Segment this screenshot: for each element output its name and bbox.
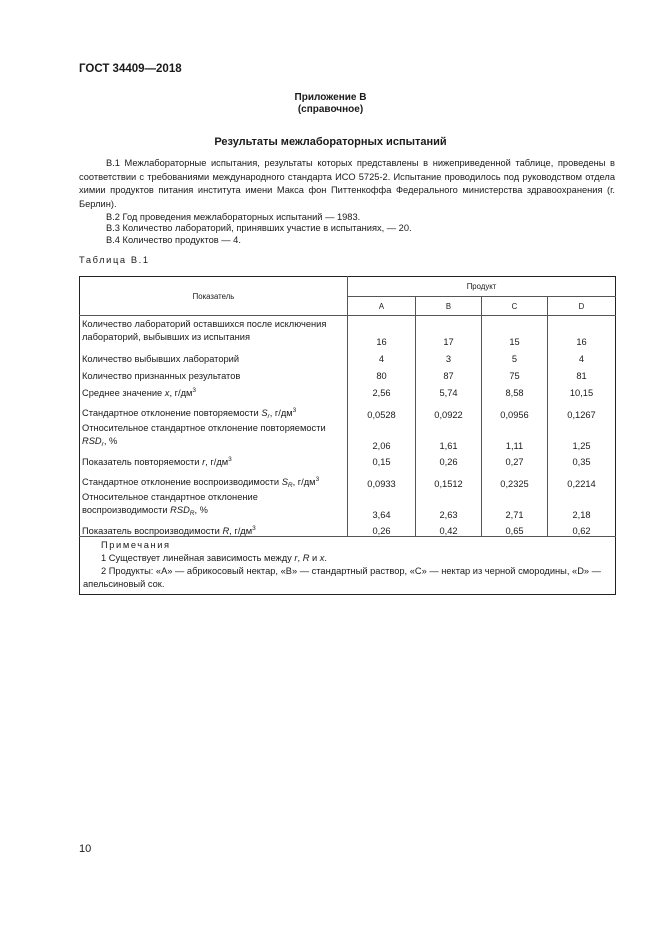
header-product-d: D <box>548 297 616 316</box>
row-label-var: r <box>202 456 206 467</box>
table-row <box>80 520 616 537</box>
cell: 1,11 <box>482 420 548 451</box>
standard-designation: ГОСТ 34409—2018 <box>79 63 182 75</box>
cell: 1,25 <box>548 420 616 451</box>
header-product-a: A <box>348 297 416 316</box>
row-label: Количество выбывших лабораторий <box>82 353 240 364</box>
cell: 87 <box>416 364 482 381</box>
row-label: Количество лабораторий оставшихся после исключения лабораторий, выбывших из испытания <box>82 319 327 342</box>
row-label-unit: , % <box>194 504 208 515</box>
row-label-text: Относительное стандартное отклонение повторяемости <box>82 422 326 433</box>
cell: 0,0956 <box>482 398 548 420</box>
paragraph-b1 <box>79 157 615 211</box>
cell: 4 <box>348 347 416 364</box>
paragraph-b4-text: В.4 Количество продуктов — 4. <box>106 235 241 245</box>
row-label-var: S <box>261 407 268 418</box>
header-product-b: B <box>416 297 482 316</box>
cell: 0,42 <box>416 520 482 537</box>
table-row <box>80 420 616 451</box>
note-2: 2 Продукты: «А» — абрикосовый нектар, «В» — стандартный раствор, «С» — нектар из черной смородины, «D» — апельсиновый сок. <box>83 566 601 589</box>
cell: 0,27 <box>482 451 548 467</box>
cell: 0,62 <box>548 520 616 537</box>
row-label-sup: 3 <box>292 406 297 414</box>
row-label-text: Показатель повторяемости <box>82 456 203 467</box>
note-1-sep: , <box>297 553 303 563</box>
cell: 5 <box>482 347 548 364</box>
appendix-title: Приложение В <box>294 92 367 103</box>
row-label <box>80 398 348 420</box>
row-label <box>80 489 348 520</box>
row-label-sub: R <box>189 509 195 517</box>
results-table <box>79 276 616 595</box>
appendix-subtitle: (справочное) <box>297 104 364 115</box>
table-caption: Таблица В.1 <box>79 255 150 265</box>
row-label-text: Среднее значение <box>82 387 165 398</box>
cell: 2,56 <box>348 381 416 398</box>
row-label-text: Стандартное отклонение повторяемости <box>82 407 262 418</box>
cell: 0,1267 <box>548 398 616 420</box>
row-label-var: RSD <box>170 504 190 515</box>
note-1-R: R <box>302 553 310 563</box>
cell: 0,26 <box>416 451 482 467</box>
header-product-c: C <box>482 297 548 316</box>
row-label-unit: , г/дм <box>205 456 229 467</box>
row-label-sub: r <box>267 412 270 420</box>
cell: 0,35 <box>548 451 616 467</box>
note-1-end: . <box>324 553 328 563</box>
row-label-unit: , г/дм <box>269 407 293 418</box>
paragraph-b2-text: В.2 Год проведения межлабораторных испытаний — 1983. <box>106 212 361 222</box>
cell: 2,71 <box>482 489 548 520</box>
cell: 0,0922 <box>416 398 482 420</box>
row-label-text: Показатель воспроизводимости <box>82 526 223 536</box>
table-row <box>80 451 616 467</box>
row-label-unit: , г/дм <box>229 526 253 536</box>
header-indicator: Показатель <box>80 277 348 316</box>
table-row <box>80 398 616 420</box>
page-number: 10 <box>79 843 92 855</box>
row-label-unit: , г/дм <box>169 387 193 398</box>
row-label: Количество признанных результатов <box>82 370 241 381</box>
row-label-sup: 3 <box>252 525 256 532</box>
row-label-sub: r <box>101 440 104 448</box>
section-title: Результаты межлабораторных испытаний <box>214 136 447 148</box>
cell: 75 <box>482 364 548 381</box>
row-label-var: S <box>281 476 288 487</box>
cell: 1,61 <box>416 420 482 451</box>
cell: 8,58 <box>482 381 548 398</box>
row-label-var: RSD <box>82 435 102 446</box>
row-label-unit: , г/дм <box>292 476 316 487</box>
cell: 0,65 <box>482 520 548 537</box>
cell: 2,63 <box>416 489 482 520</box>
row-label-sup: 3 <box>192 386 197 394</box>
table-row <box>80 364 616 381</box>
header-product: Продукт <box>348 277 616 297</box>
row-label <box>80 420 348 451</box>
cell: 80 <box>348 364 416 381</box>
row-label-sub: R <box>287 481 293 489</box>
table-notes <box>80 537 616 595</box>
table-row <box>80 347 616 364</box>
row-label-var: R <box>222 526 230 536</box>
cell: 4 <box>548 347 616 364</box>
cell: 10,15 <box>548 381 616 398</box>
cell: 17 <box>416 316 482 347</box>
cell: 2,18 <box>548 489 616 520</box>
note-1-x: x <box>319 553 325 563</box>
table-row <box>80 489 616 520</box>
row-label-unit: , % <box>103 435 118 446</box>
paragraph-b4 <box>79 234 615 248</box>
cell: 0,1512 <box>416 467 482 489</box>
cell: 2,06 <box>348 420 416 451</box>
row-label-sup: 3 <box>228 455 232 463</box>
cell: 0,26 <box>348 520 416 537</box>
row-label <box>80 520 348 537</box>
cell: 0,15 <box>348 451 416 467</box>
cell: 0,0933 <box>348 467 416 489</box>
cell: 0,0528 <box>348 398 416 420</box>
cell: 3,64 <box>348 489 416 520</box>
table-row <box>80 381 616 398</box>
row-label-var: x <box>164 387 170 398</box>
cell: 5,74 <box>416 381 482 398</box>
notes-heading: Примечания <box>101 540 171 550</box>
table-row <box>80 316 616 347</box>
row-label <box>80 451 348 467</box>
row-label-text: Относительное стандартное отклонение воспроизводимости <box>82 491 258 515</box>
note-1-and: и <box>309 553 320 563</box>
paragraph-b3-text: В.3 Количество лабораторий, принявших участие в испытаниях, — 20. <box>106 223 412 233</box>
cell: 3 <box>416 347 482 364</box>
table-row <box>80 467 616 489</box>
row-label-text: Стандартное отклонение воспроизводимости <box>82 476 282 487</box>
cell: 0,2214 <box>548 467 616 489</box>
cell: 16 <box>348 316 416 347</box>
row-label <box>80 467 348 489</box>
cell: 81 <box>548 364 616 381</box>
note-1 <box>83 552 612 565</box>
cell: 16 <box>548 316 616 347</box>
row-label <box>80 381 348 398</box>
note-1-r: r <box>294 553 298 563</box>
note-1-text: 1 Существует линейная зависимость между <box>101 553 295 563</box>
paragraph-b1-text: В.1 Межлабораторные испытания, результаты которых представлены в нижеприведенной таблице, проведены в соответствии с требованиями международного стандарта ИСО 5725-2. Испытание проводилось под руководством отдела химии продуктов питания института имени Макса фон Питтенкоффа Федерального министерства здравоохранения (г. Берлин). <box>79 158 615 209</box>
cell: 15 <box>482 316 548 347</box>
row-label-sup: 3 <box>315 475 320 483</box>
cell: 0,2325 <box>482 467 548 489</box>
